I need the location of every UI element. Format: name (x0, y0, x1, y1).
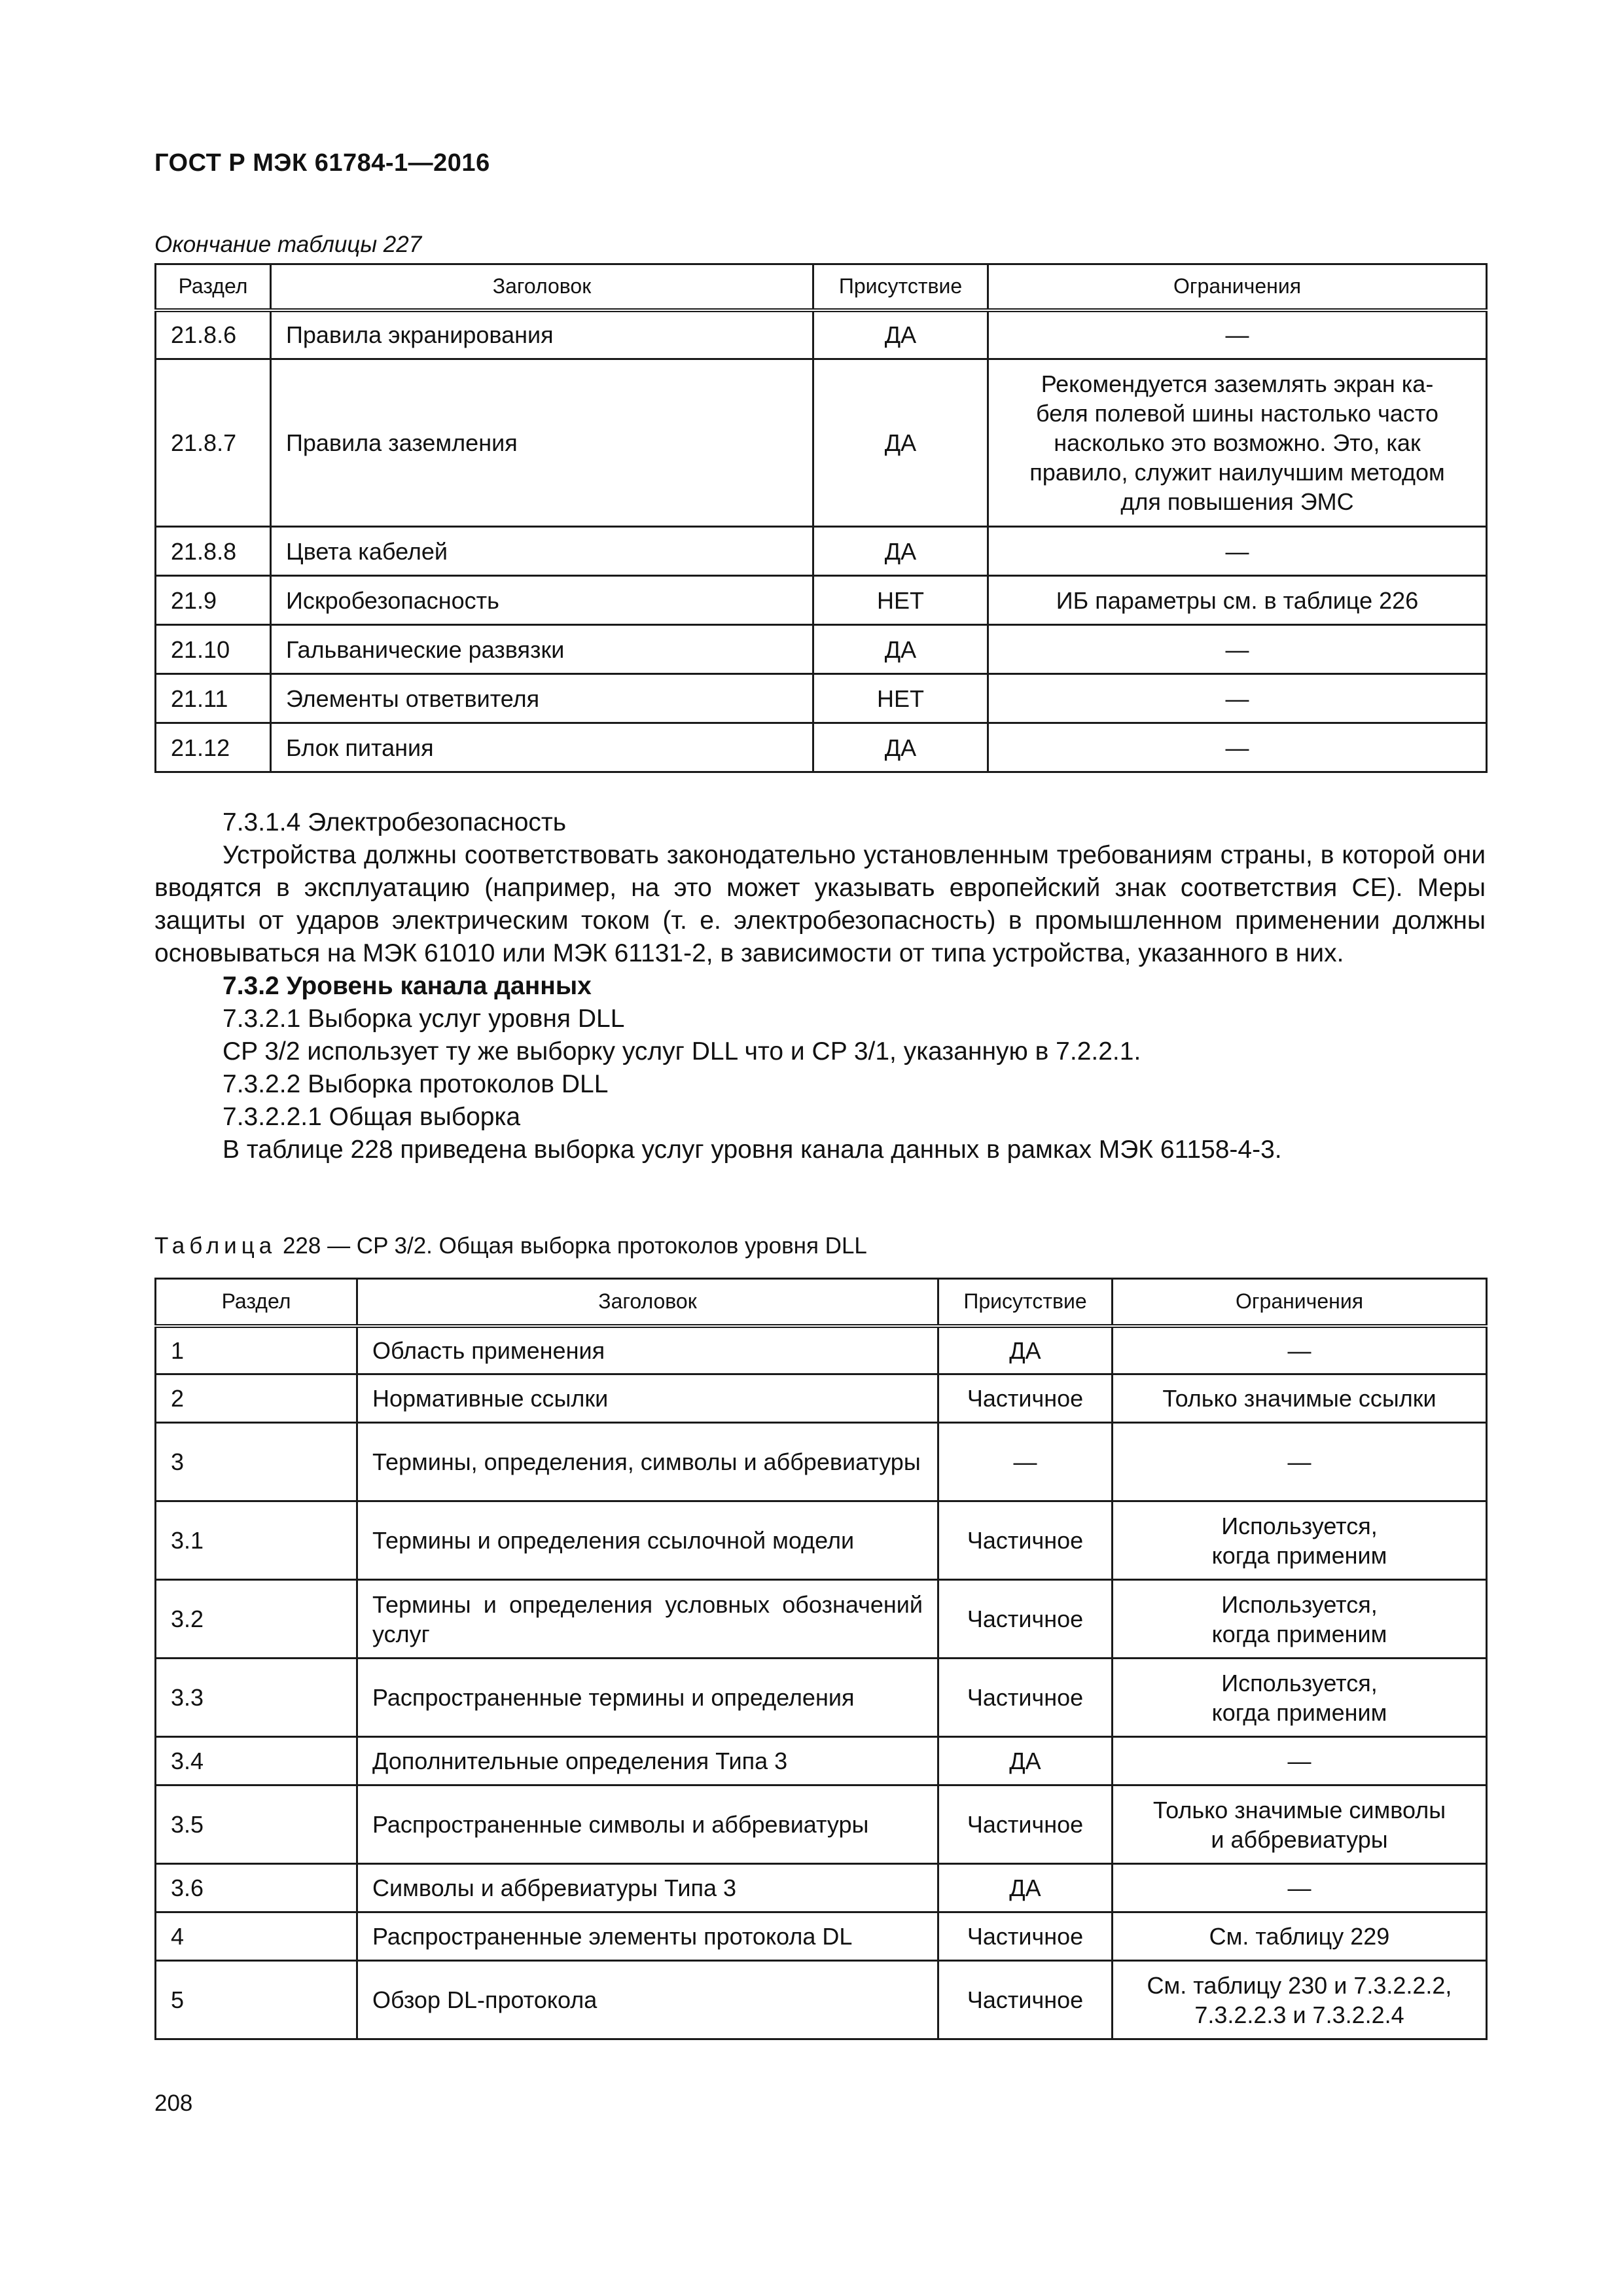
cell-limits: — (1113, 1423, 1487, 1501)
cell-title: Термины и определения ссылочной модели (357, 1501, 938, 1580)
cell-presence: ДА (813, 310, 988, 359)
table-row (156, 674, 1487, 723)
cell-limits: Используется, когда применим (1113, 1501, 1487, 1580)
paragraph: В таблице 228 приведена выборка услуг уровня канала данных в рамках МЭК 61158-4-3. (223, 1136, 1282, 1164)
cell-title: Распространенные термины и определения (357, 1659, 938, 1737)
table-row (156, 1864, 1487, 1912)
paragraph: Устройства должны соответствовать законодательно установленным требованиям страны, в которой они вводятся в эксплуатацию (например, на это может указывать европейский знак соответствия CE). Меры защиты от ударов электрическим током (т. е. электробезопасность) в промышленном применении должны основываться на МЭК 61010 или МЭК 61131-2, в зависимости от типа устройства, указанного в них. (154, 841, 1486, 967)
table-row (156, 1961, 1487, 2039)
table-row (156, 1580, 1487, 1659)
column-header-title: Заголовок (357, 1279, 938, 1326)
cell-section: 21.8.6 (156, 310, 271, 359)
table-row (156, 723, 1487, 772)
table-227-caption: Окончание таблицы 227 (154, 232, 422, 257)
cell-title: Блок питания (271, 723, 813, 772)
column-header-presence: Присутствие (938, 1279, 1113, 1326)
table-header-row (156, 1279, 1487, 1326)
cell-limits: ИБ параметры см. в таблице 226 (988, 576, 1487, 625)
table-header-row (156, 264, 1487, 310)
cell-presence: Частичное (938, 1912, 1113, 1961)
cell-presence: НЕТ (813, 576, 988, 625)
cell-title: Искробезопасность (271, 576, 813, 625)
cell-section: 3.4 (156, 1737, 357, 1785)
table-title-text: 228 — CP 3/2. Общая выборка протоколов уровня DLL (276, 1233, 867, 1259)
table-228-body (156, 1326, 1487, 2039)
cell-limits: См. таблицу 229 (1113, 1912, 1487, 1961)
cell-limits: См. таблицу 230 и 7.3.2.2.2, 7.3.2.2.3 и 7.3.2.2.4 (1113, 1961, 1487, 2039)
section-heading: 7.3.2 Уровень канала данных (223, 972, 592, 1000)
cell-limits: Используется, когда применим (1113, 1580, 1487, 1659)
cell-limits: Рекомендуется заземлять экран ка- беля полевой шины настолько часто насколько это возможно. Это, как правило, служит наилучшим методом для повышения ЭМС (988, 359, 1487, 527)
cell-limits: — (1113, 1326, 1487, 1374)
cell-section: 2 (156, 1374, 357, 1423)
cell-limits: Только значимые ссылки (1113, 1374, 1487, 1423)
column-header-section: Раздел (156, 1279, 357, 1326)
cell-title: Правила экранирования (271, 310, 813, 359)
column-header-limits: Ограничения (988, 264, 1487, 310)
cell-limits: — (988, 625, 1487, 674)
cell-title: Нормативные ссылки (357, 1374, 938, 1423)
cell-section: 21.11 (156, 674, 271, 723)
cell-presence: ДА (813, 527, 988, 576)
table-row (156, 1737, 1487, 1785)
cell-title: Термины, определения, символы и аббревиатуры (357, 1423, 938, 1501)
table-row (156, 1326, 1487, 1374)
cell-limits: — (988, 674, 1487, 723)
paragraph: CP 3/2 использует ту же выборку услуг DLL что и CP 3/1, указанную в 7.2.2.1. (223, 1037, 1141, 1066)
table-row (156, 576, 1487, 625)
cell-section: 21.8.7 (156, 359, 271, 527)
cell-presence: Частичное (938, 1785, 1113, 1864)
section-heading: 7.3.2.2 Выборка протоколов DLL (223, 1070, 609, 1098)
cell-title: Дополнительные определения Типа 3 (357, 1737, 938, 1785)
table-228 (154, 1278, 1488, 2040)
cell-section: 21.12 (156, 723, 271, 772)
cell-presence: ДА (938, 1326, 1113, 1374)
table-row (156, 310, 1487, 359)
cell-title: Правила заземления (271, 359, 813, 527)
cell-title: Элементы ответвителя (271, 674, 813, 723)
body-text (154, 806, 1486, 1166)
table-228-title (154, 1233, 867, 1259)
cell-presence: ДА (938, 1737, 1113, 1785)
table-row (156, 1659, 1487, 1737)
cell-section: 21.8.8 (156, 527, 271, 576)
cell-section: 5 (156, 1961, 357, 2039)
cell-presence: Частичное (938, 1501, 1113, 1580)
cell-section: 3.1 (156, 1501, 357, 1580)
cell-limits: — (988, 723, 1487, 772)
cell-title: Символы и аббревиатуры Типа 3 (357, 1864, 938, 1912)
table-word: Таблица (154, 1233, 277, 1259)
cell-section: 4 (156, 1912, 357, 1961)
cell-section: 21.9 (156, 576, 271, 625)
cell-title: Область применения (357, 1326, 938, 1374)
cell-section: 1 (156, 1326, 357, 1374)
cell-limits: — (1113, 1864, 1487, 1912)
cell-limits: — (988, 310, 1487, 359)
cell-title: Распространенные символы и аббревиатуры (357, 1785, 938, 1864)
table-row (156, 1785, 1487, 1864)
cell-presence: ДА (813, 359, 988, 527)
document-header: ГОСТ Р МЭК 61784-1—2016 (154, 149, 490, 177)
cell-title: Распространенные элементы протокола DL (357, 1912, 938, 1961)
cell-section: 3.6 (156, 1864, 357, 1912)
cell-section: 3.5 (156, 1785, 357, 1864)
table-row (156, 1374, 1487, 1423)
cell-title: Обзор DL-протокола (357, 1961, 938, 2039)
section-heading: 7.3.1.4 Электробезопасность (223, 808, 567, 836)
cell-title: Цвета кабелей (271, 527, 813, 576)
table-227-body (156, 310, 1487, 772)
table-row (156, 527, 1487, 576)
cell-section: 21.10 (156, 625, 271, 674)
cell-limits: Используется, когда применим (1113, 1659, 1487, 1737)
cell-presence: Частичное (938, 1961, 1113, 2039)
page-number: 208 (154, 2090, 193, 2116)
table-row (156, 1912, 1487, 1961)
table-227 (154, 263, 1488, 773)
cell-section: 3 (156, 1423, 357, 1501)
cell-presence: ДА (938, 1864, 1113, 1912)
column-header-title: Заголовок (271, 264, 813, 310)
cell-presence: НЕТ (813, 674, 988, 723)
section-heading: 7.3.2.1 Выборка услуг уровня DLL (223, 1005, 625, 1033)
table-row (156, 1423, 1487, 1501)
cell-presence: Частичное (938, 1374, 1113, 1423)
column-header-section: Раздел (156, 264, 271, 310)
cell-presence: ДА (813, 625, 988, 674)
cell-title: Гальванические развязки (271, 625, 813, 674)
cell-limits: — (1113, 1737, 1487, 1785)
cell-presence: ДА (813, 723, 988, 772)
cell-title: Термины и определения условных обозначений услуг (357, 1580, 938, 1659)
table-row (156, 359, 1487, 527)
column-header-limits: Ограничения (1113, 1279, 1487, 1326)
table-row (156, 1501, 1487, 1580)
cell-presence: Частичное (938, 1659, 1113, 1737)
cell-section: 3.3 (156, 1659, 357, 1737)
table-row (156, 625, 1487, 674)
cell-section: 3.2 (156, 1580, 357, 1659)
cell-presence: — (938, 1423, 1113, 1501)
section-heading: 7.3.2.2.1 Общая выборка (223, 1103, 521, 1131)
cell-presence: Частичное (938, 1580, 1113, 1659)
cell-limits: — (988, 527, 1487, 576)
cell-limits: Только значимые символы и аббревиатуры (1113, 1785, 1487, 1864)
column-header-presence: Присутствие (813, 264, 988, 310)
